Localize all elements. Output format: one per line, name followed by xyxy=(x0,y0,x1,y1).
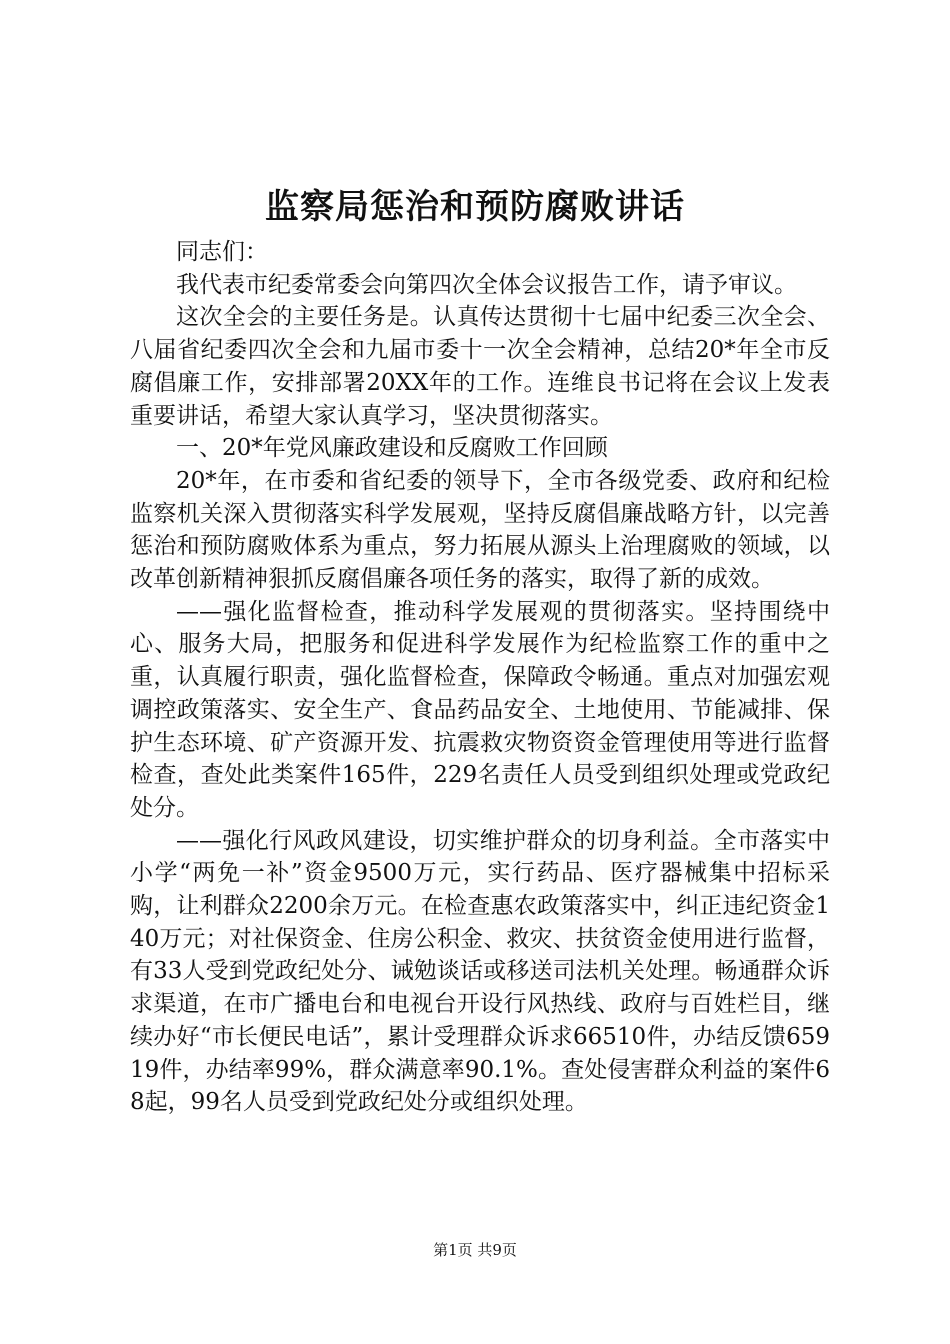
salutation-paragraph: 同志们： xyxy=(176,239,268,265)
section-heading: 一、20*年党风廉政建设和反腐败工作回顾 xyxy=(176,435,608,462)
conduct-paragraph: ——强化行风政风建设，切实维护群众的切身利益。全市落实中小学“两免一补”资金9500万元，实行药品、医疗器械集中招标采购，让利群众2200余万元。在检查惠农政策落实中，纠正违纪资金140万元；对社保资金、住房公积金、救灾、扶贫资金使用进行监督，有33人受到党政纪处分、诫勉谈话或移送司法机关处理。畅通群众诉求渠道，在市广播电台和电视台开设行风热线、政府与百姓栏目，继续办好“市长便民电话”，累计受理群众诉求66510件，办结反馈65919件，办结率99%，群众满意率90.1%。查处侵害群众利益的案件68起，99名人员受到党政纪处分或组织处理。 xyxy=(130,827,830,1116)
task-paragraph: 这次全会的主要任务是。认真传达贯彻十七届中纪委三次全会、八届省纪委四次全会和九届市委十一次全会精神，总结20*年全市反腐倡廉工作，安排部署20XX年的工作。连维良书记将在会议上发表重要讲话，希望大家认真学习，坚决贯彻落实。 xyxy=(130,304,830,429)
supervision-paragraph: ——强化监督检查，推动科学发展观的贯彻落实。坚持围绕中心、服务大局，把服务和促进科学发展作为纪检监察工作的重中之重，认真履行职责，强化监督检查，保障政令畅通。重点对加强宏观调控政策落实、安全生产、食品药品安全、土地使用、节能减排、保护生态环境、矿产资源开发、抗震救灾物资资金管理使用等进行监督检查，查处此类案件165件，229名责任人员受到组织处理或党政纪处分。 xyxy=(130,598,830,821)
page-number-footer: 第1页 共9页 xyxy=(433,1241,517,1259)
document-title: 监察局惩治和预防腐败讲话 xyxy=(265,187,685,227)
review-paragraph: 20*年，在市委和省纪委的领导下，全市各级党委、政府和纪检监察机关深入贯彻落实科学发展观，坚持反腐倡廉战略方针，以完善惩治和预防腐败体系为重点，努力拓展从源头上治理腐败的领域，以改革创新精神狠抓反腐倡廉各项任务的落实，取得了新的成效。 xyxy=(130,467,830,593)
document-body xyxy=(130,236,830,1119)
intro-paragraph: 我代表市纪委常委会向第四次全体会议报告工作，请予审议。 xyxy=(176,271,797,298)
